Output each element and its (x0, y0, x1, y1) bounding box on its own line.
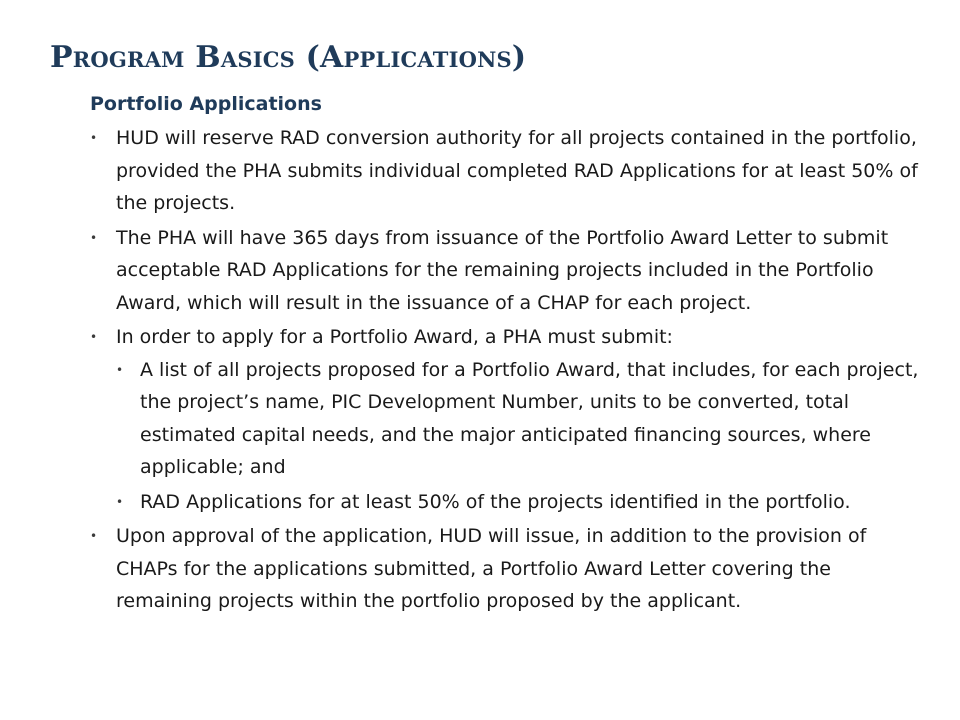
bullet-item (90, 321, 930, 518)
sub-bullet-item (116, 486, 930, 519)
bullet-text: Upon approval of the application, HUD will issue, in addition to the provision of CHAPs for the applications submitted, a Portfolio Award Letter covering the remaining projects within the portfolio proposed by the applicant. (116, 525, 867, 612)
sub-bullet-list (116, 354, 930, 519)
section-subheading: Portfolio Applications (90, 93, 322, 115)
sub-bullet-text: A list of all projects proposed for a Portfolio Award, that includes, for each project, the project’s name, PIC Development Number, units to be converted, total estimated capital needs, and the major anticipated financing sources, where applicable; and (140, 358, 919, 478)
bullet-icon: • (90, 230, 98, 245)
bullet-icon: • (116, 362, 124, 377)
bullet-icon: • (90, 131, 98, 145)
bullet-text: In order to apply for a Portfolio Award, a PHA must submit: (116, 326, 673, 348)
sub-bullet-text: RAD Applications for at least 50% of the projects identified in the portfolio. (140, 490, 851, 513)
bullet-icon: • (116, 494, 124, 509)
page-title: Program Basics (Applications) (50, 40, 527, 75)
bullet-text: HUD will reserve RAD conversion authority for all projects contained in the portfolio, provided the PHA submits individual completed RAD Applications for at least 50% of the projects. (116, 127, 918, 214)
bullet-text: The PHA will have 365 days from issuance of the Portfolio Award Letter to submit acceptable RAD Applications for the remaining projects included in the Portfolio Award, which will result in the issuance of a CHAP for each project. (116, 226, 889, 314)
bullet-list (90, 122, 930, 618)
bullet-item (90, 520, 930, 618)
bullet-item (90, 222, 930, 320)
sub-bullet-item (116, 354, 930, 484)
bullet-icon: • (90, 529, 98, 543)
bullet-icon: • (90, 330, 98, 344)
bullet-item (90, 122, 930, 220)
content-body (90, 90, 930, 620)
